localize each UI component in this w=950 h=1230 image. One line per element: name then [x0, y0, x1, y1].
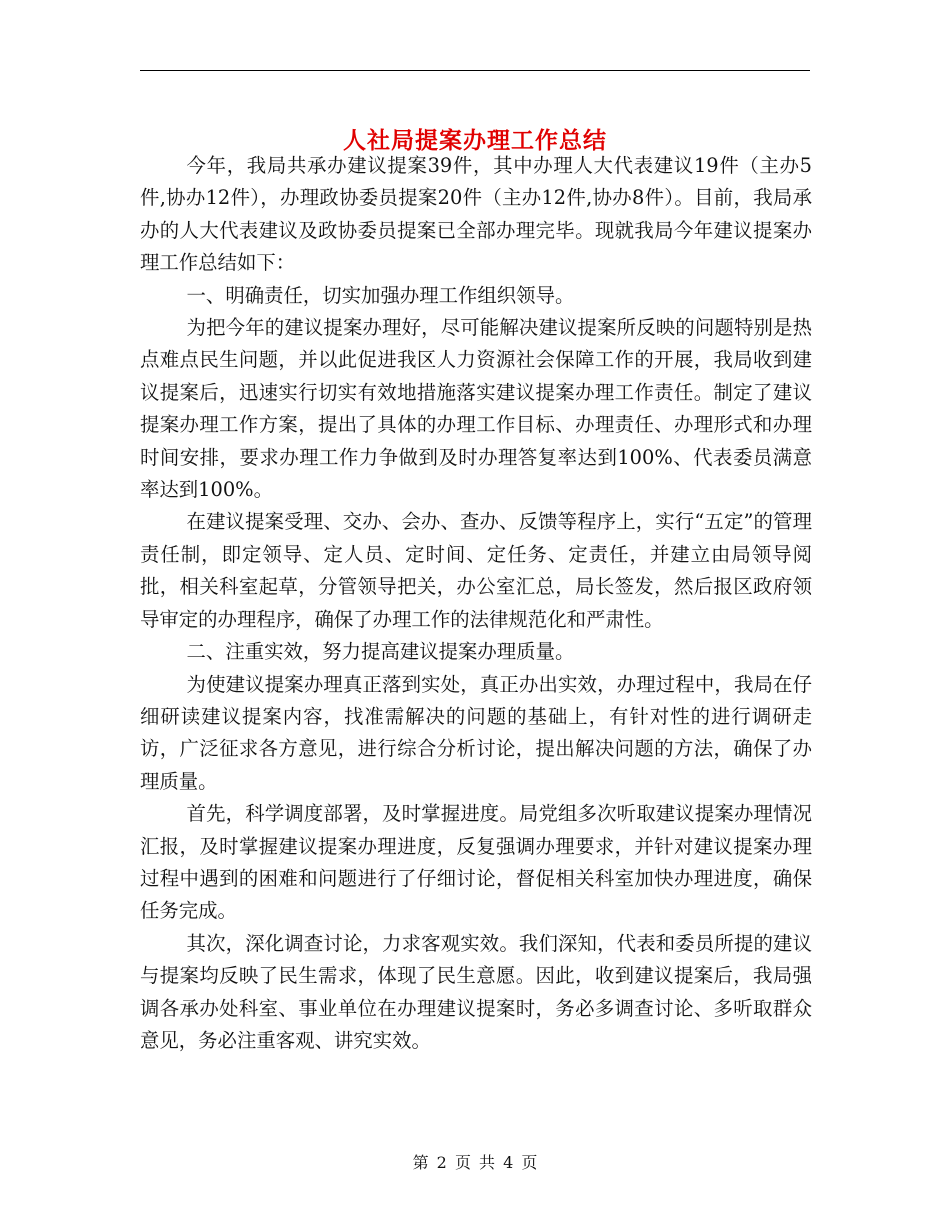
header-rule	[140, 70, 810, 71]
paragraph-second: 其次，深化调查讨论，力求客观实效。我们深知，代表和委员所提的建议与提案均反映了民生需求，体现了民生意愿。因此，收到建议提案后，我局强调各承办处科室、事业单位在办理建议提案时，务必多调查讨论、多听取群众意见，务必注重客观、讲究实效。	[140, 931, 812, 1052]
page-number-footer: 第 2 页 共 4 页	[412, 1153, 538, 1172]
document-title: 人社局提案办理工作总结	[343, 127, 607, 155]
paragraph-quality: 为使建议提案办理真正落到实处，真正办出实效，办理过程中，我局在仔细研读建议提案内容，找准需解决的问题的基础上，有针对性的进行调研走访，广泛征求各方意见，进行综合分析讨论，提出解决问题的方法，确保了办理质量。	[140, 672, 812, 793]
paragraph-procedure: 在建议提案受理、交办、会办、查办、反馈等程序上，实行“五定”的管理责任制，即定领导、定人员、定时间、定任务、定责任，并建立由局领导阅批，相关科室起草，分管领导把关，办公室汇总，局长签发，然后报区政府领导审定的办理程序，确保了办理工作的法律规范化和严肃性。	[140, 510, 812, 631]
document-body	[140, 150, 812, 1057]
section-heading-2: 二、注重实效，努力提高建议提案办理质量。	[186, 640, 575, 664]
paragraph-intro: 今年，我局共承办建议提案39件，其中办理人大代表建议19件（主办5件,协办12件），办理政协委员提案20件（主办12件,协办8件）。目前，我局承办的人大代表建议及政协委员提案已全部办理完毕。现就我局今年建议提案办理工作总结如下：	[140, 154, 812, 275]
paragraph-responsibility: 为把今年的建议提案办理好，尽可能解决建议提案所反映的问题特别是热点难点民生问题，并以此促进我区人力资源社会保障工作的开展，我局收到建议提案后，迅速实行切实有效地措施落实建议提案办理工作责任。制定了建议提案办理工作方案，提出了具体的办理工作目标、办理责任、办理形式和办理时间安排，要求办理工作力争做到及时办理答复率达到100%、代表委员满意率达到100%。	[140, 316, 812, 502]
paragraph-first: 首先，科学调度部署，及时掌握进度。局党组多次听取建议提案办理情况汇报，及时掌握建议提案办理进度，反复强调办理要求，并针对建议提案办理过程中遇到的困难和问题进行了仔细讨论，督促相关科室加快办理进度，确保任务完成。	[140, 802, 812, 923]
section-heading-1: 一、明确责任，切实加强办理工作组织领导。	[186, 283, 575, 307]
